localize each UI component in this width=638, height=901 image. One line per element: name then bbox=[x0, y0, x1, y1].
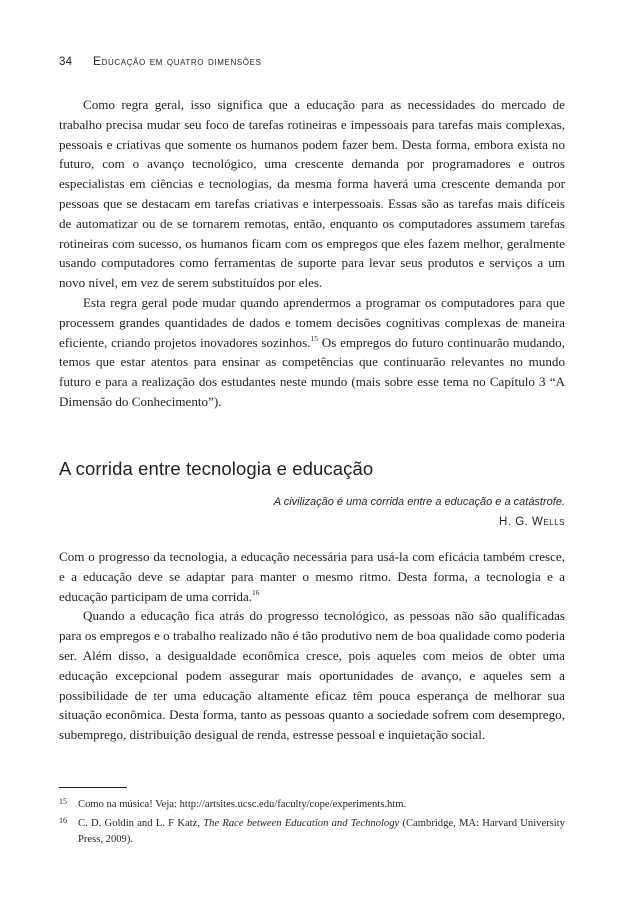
body-text-section-1 bbox=[59, 95, 565, 412]
running-title: Educação em quatro dimensões bbox=[93, 54, 262, 68]
page-number: 34 bbox=[59, 56, 73, 68]
body-text-section-2 bbox=[59, 547, 565, 745]
footnote-number: 15 bbox=[59, 797, 67, 806]
running-header bbox=[59, 54, 569, 68]
paragraph: Como regra geral, isso significa que a educação para as necessidades do mercado de trabalho precisa mudar seu foco de tarefas rotineiras e impessoais para tarefas mais complexas, pessoais e criativas que somente os humanos podem fazer bem. Desta forma, embora exista no futuro, com o avanço tecnológico, uma crescente demanda por programadores e outros especialistas em ciências e tecnologias, da mesma forma haverá uma crescente demanda por pessoas que se destacam em tarefas criativas e interpessoais. Essas são as tarefas mais difíceis de automatizar ou de se tornarem remotas, então, enquanto os computadores assumem tarefas rotineiras com sucesso, os humanos ficam com os empregos que eles fazem melhor, geralmente usando computadores como ferramentas de suporte para levar seus produtos e serviços a um novo nível, em vez de serem substituídos por eles. bbox=[59, 97, 565, 291]
paragraph bbox=[59, 293, 565, 412]
footnote-16 bbox=[59, 816, 565, 848]
footnote-ref-16[interactable]: 16 bbox=[252, 587, 260, 597]
footnote-book-title: The Race between Education and Technology bbox=[203, 818, 400, 829]
footnote-15 bbox=[59, 797, 565, 813]
footnote-text: (Cambridge, MA: Harvard University Press, 2009). bbox=[78, 818, 565, 845]
paragraph-text: Os empregos do futuro continuarão mudando, temos que estar atentos para ensinar as competências que continuarão relevantes no mundo futuro e para a realização dos estudantes neste mundo (mais sobre esse tema no Capítulo 3 “A Dimensão do Conhecimento”). bbox=[59, 334, 566, 409]
epigraph-quote: A civilização é uma corrida entre a educação e a catástrofe. bbox=[273, 496, 565, 508]
paragraph: Quando a educação fica atrás do progresso tecnológico, as pessoas não são qualificadas para os empregos e o trabalho realizado não é tão produtivo nem de boa qualidade como poderia ser. Além disso, a desigualdade econômica cresce, pois aqueles com meios de obter uma educação excepcional podem assegurar mais oportunidades de avanço, e aqueles sem a possibilidade de ter uma educação altamente eficaz têm pouca esperança de melhorar sua situação econômica. Desta forma, tanto as pessoas quanto a sociedade sofrem com desemprego, subemprego, distribuição desigual de renda, estresse pessoal e inquietação social. bbox=[59, 608, 565, 743]
epigraph bbox=[59, 492, 565, 532]
paragraph bbox=[59, 547, 565, 606]
footnotes bbox=[59, 797, 565, 851]
section-heading: A corrida entre tecnologia e educação bbox=[59, 458, 374, 479]
footnote-divider bbox=[59, 787, 127, 788]
footnote-text: C. D. Goldin and L. F Katz, bbox=[78, 818, 204, 829]
footnote-text: Como na música! Veja: http://artsites.ucsc.edu/faculty/cope/experiments.htm. bbox=[78, 799, 407, 810]
paragraph-text: Com o progresso da tecnologia, a educação necessária para usá-la com eficácia também cresce, e a educação deve se adaptar para manter o mesmo ritmo. Desta forma, a tecnologia e a educação participam de uma corrida. bbox=[59, 549, 565, 604]
footnote-number: 16 bbox=[59, 816, 67, 825]
epigraph-author: H. G. Wells bbox=[499, 516, 565, 528]
footnote-ref-15[interactable]: 15 bbox=[310, 333, 318, 343]
paragraph-text: Esta regra geral pode mudar quando aprendermos a programar os computadores para que processem grandes quantidades de dados e tomem decisões cognitivas complexas de maneira eficiente, criando projetos inovadores sozinhos. bbox=[59, 294, 565, 350]
